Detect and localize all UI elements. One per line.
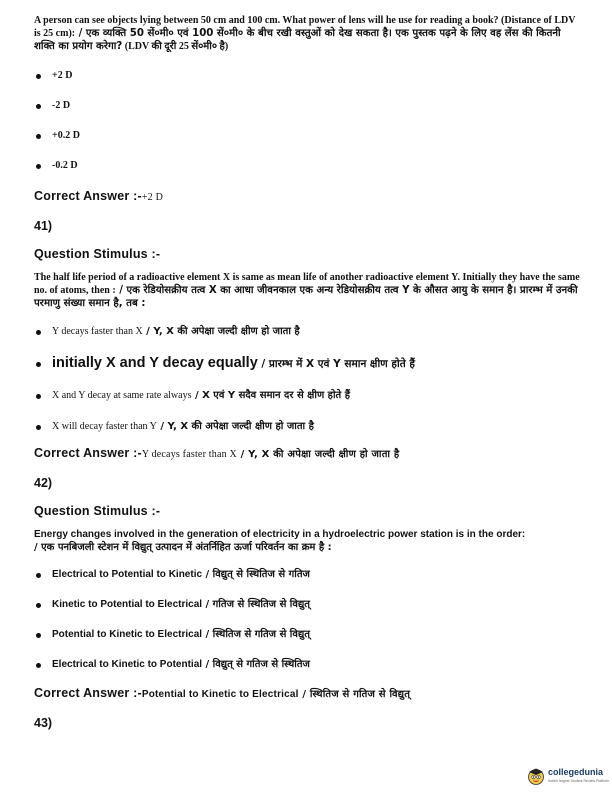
- q40-option-2-text: -2 D: [52, 100, 71, 111]
- q42-answer-label: Correct Answer :-: [34, 686, 142, 700]
- q42-answer-value: [142, 689, 410, 700]
- q41-option-2-en: initially X and Y decay equally: [52, 355, 258, 371]
- q41-option-3-hi: / X एवं Y सदैव समान दर से क्षीण होते हैं: [191, 390, 351, 401]
- bullet-icon: [36, 633, 41, 638]
- q40-answer-value: +2 D: [141, 192, 163, 203]
- collegedunia-wordmark: collegedunia: [548, 767, 604, 777]
- q41-option-1-hi: / Y, X की अपेक्षा जल्दी क्षीण हो जाता है: [142, 326, 300, 337]
- bullet-icon: [36, 362, 41, 367]
- q42-option-4-hi: / विद्युत् से गतिज से स्थितिज: [202, 659, 310, 670]
- q41-option-2[interactable]: [34, 347, 580, 380]
- bullet-icon: [36, 425, 41, 430]
- q42-option-3[interactable]: [34, 620, 580, 650]
- q42-correct-answer: [34, 686, 580, 700]
- q41-stem: [34, 271, 580, 310]
- q41-answer-hi: / Y, X की अपेक्षा जल्दी क्षीण हो जाता है: [236, 449, 400, 460]
- q42-stem-en: Energy changes involved in the generation of electricity in a hydroelectric power station is in the order:: [34, 529, 526, 540]
- collegedunia-logo: [526, 764, 610, 790]
- q41-option-4-en: X will decay faster than Y: [52, 421, 157, 432]
- bullet-icon: [36, 573, 41, 578]
- q40-option-1[interactable]: [34, 61, 580, 91]
- q41-option-4-hi: / Y, X की अपेक्षा जल्दी क्षीण हो जाता है: [156, 421, 314, 432]
- document-page: [34, 14, 580, 730]
- q42-option-4[interactable]: [34, 650, 580, 680]
- q40-option-1-text: +2 D: [52, 70, 73, 81]
- q41-option-3[interactable]: [34, 380, 580, 411]
- bullet-icon: [36, 394, 41, 399]
- q41-stem-en: The half life period of a radioactive element X is same as mean life of another radioactive element Y. Initially they have the same no. of atoms, then :: [34, 272, 580, 296]
- bullet-icon: [36, 74, 41, 79]
- q40-answer-label: Correct Answer :-: [34, 189, 142, 203]
- q42-stem-hi: / एक पनबिजली स्टेशन में विद्युत् उत्पादन में अंतर्निहित ऊर्जा परिवर्तन का क्रम है :: [34, 542, 332, 553]
- q42-number: 42): [34, 476, 53, 490]
- q41-stimulus-label: Question Stimulus :-: [34, 247, 161, 261]
- q41-stem-hi: / एक रेडियोसक्रीय तत्व X का आधा जीवनकाल एक अन्य रेडियोसक्रीय तत्व Y के औसत आयु के समान है। प्रारम्भ में उनकी परमाणु संख्या समान है, तब :: [34, 285, 578, 309]
- q40-stem-tail: (LDV की दूरी 25 सें०मी० है): [122, 41, 229, 52]
- q41-answer-value: [142, 449, 400, 460]
- q42-option-3-en: Potential to Kinetic to Electrical: [52, 629, 203, 640]
- bullet-icon: [36, 104, 41, 109]
- q41-options: [34, 316, 580, 442]
- q40-option-3-text: +0.2 D: [52, 130, 80, 141]
- q42-stimulus-label: Question Stimulus :-: [34, 504, 161, 518]
- q42-stem: [34, 528, 580, 554]
- q41-number: 41): [34, 219, 53, 233]
- bullet-icon: [36, 330, 41, 335]
- q41-option-3-en: X and Y decay at same rate always: [52, 390, 192, 401]
- q42-answer-en: Potential to Kinetic to Electrical: [141, 689, 299, 700]
- q40-stem: [34, 14, 580, 53]
- q42-option-4-en: Electrical to Kinetic to Potential: [52, 659, 203, 670]
- q42-options: [34, 560, 580, 680]
- q40-options: [34, 61, 580, 181]
- q40-stem-en: A person can see objects lying between 50 cm and 100 cm. What power of lens will he use for reading a book? (Distance of LDV is 25 cm):: [34, 15, 576, 39]
- q40-stem-hi: / एक व्यक्ति 50 सें०मी० एवं 100 सें०मी० के बीच रखी वस्तुओं को देख सकता है। एक पुस्तक पढ़ने के लिए वह लेंस की कितनी शक्ति का प्रयोग करेगा?: [34, 28, 561, 52]
- q41-answer-en: Y decays faster than X: [141, 449, 237, 460]
- q43-number: 43): [34, 716, 53, 730]
- q42-option-1[interactable]: [34, 560, 580, 590]
- q41-correct-answer: [34, 446, 580, 460]
- q42-option-3-hi: / स्थितिज से गतिज से विद्युत्: [202, 629, 310, 640]
- q41-option-4[interactable]: [34, 411, 580, 442]
- collegedunia-tagline: India's largest Student Review Platform: [548, 779, 609, 783]
- q41-option-1-en: Y decays faster than X: [52, 326, 143, 337]
- q40-correct-answer: [34, 189, 580, 203]
- q40-option-3[interactable]: [34, 121, 580, 151]
- q40-option-4[interactable]: [34, 151, 580, 181]
- q40-option-4-text: -0.2 D: [52, 160, 78, 171]
- bullet-icon: [36, 603, 41, 608]
- q40-option-2[interactable]: [34, 91, 580, 121]
- q42-option-2-en: Kinetic to Potential to Electrical: [52, 599, 203, 610]
- collegedunia-mascot-icon: [526, 766, 546, 786]
- bullet-icon: [36, 164, 41, 169]
- q41-answer-label: Correct Answer :-: [34, 446, 142, 460]
- q41-option-2-hi: / प्रारम्भ में X एवं Y समान क्षीण होते हैं: [257, 358, 415, 370]
- q42-option-2[interactable]: [34, 590, 580, 620]
- bullet-icon: [36, 134, 41, 139]
- bullet-icon: [36, 663, 41, 668]
- q42-answer-hi: / स्थितिज से गतिज से विद्युत्: [298, 689, 411, 700]
- q42-option-1-hi: / विद्युत् से स्थितिज से गतिज: [202, 569, 310, 580]
- q42-option-1-en: Electrical to Potential to Kinetic: [52, 569, 203, 580]
- q42-option-2-hi: / गतिज से स्थितिज से विद्युत्: [202, 599, 310, 610]
- q41-option-1[interactable]: [34, 316, 580, 347]
